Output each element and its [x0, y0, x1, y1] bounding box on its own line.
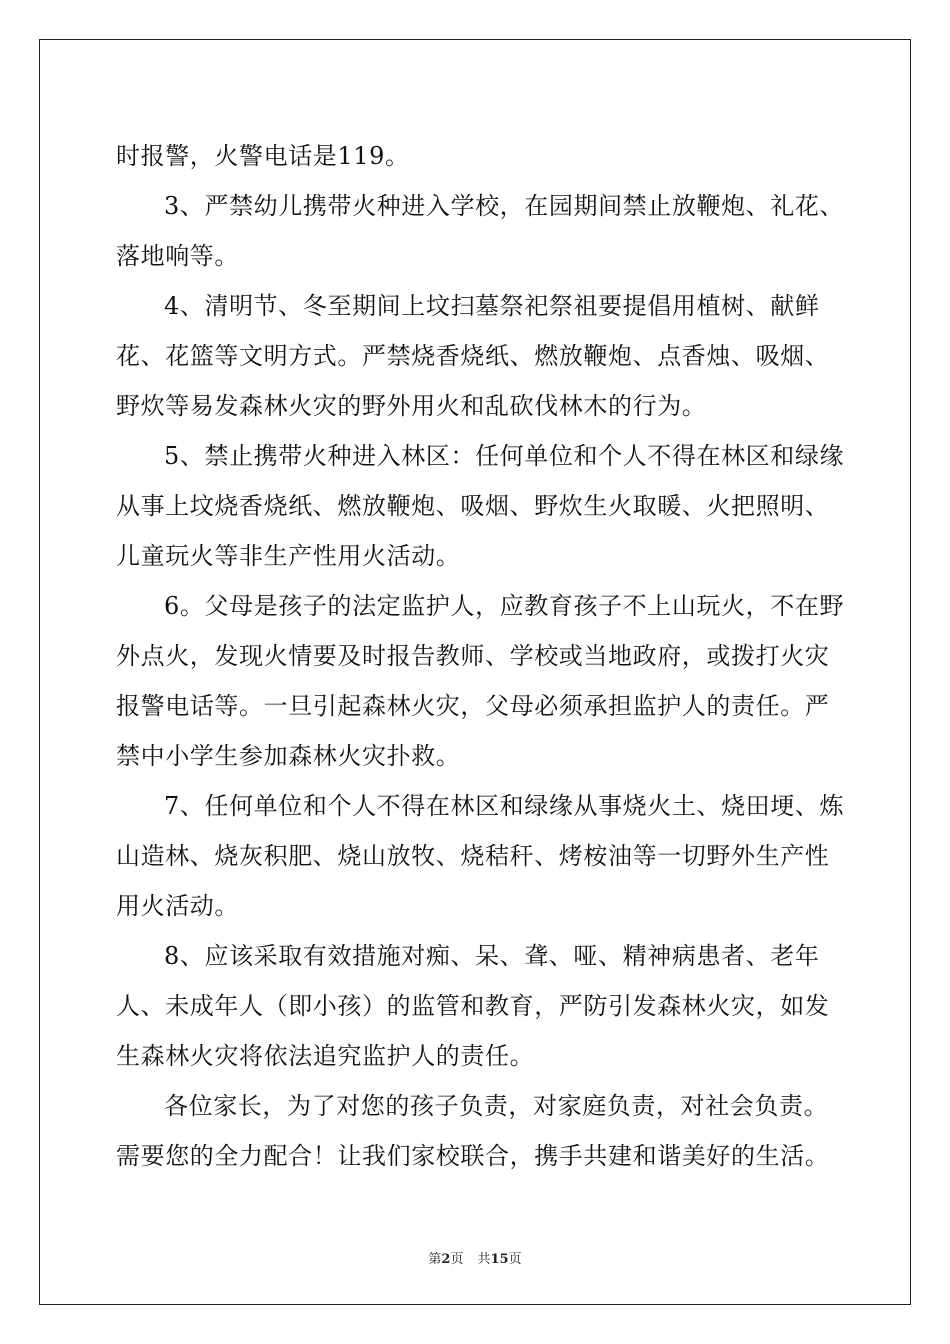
total-prefix: 共: [477, 1252, 491, 1267]
paragraph-continuation: 时报警，火警电话是119。: [116, 142, 410, 170]
paragraph-item-8: 8、应该采取有效措施对痴、呆、聋、哑、精神病患者、老年人、未成年人（即小孩）的监管和教育，严防引发森林火灾，如发生森林火灾将依法追究监护人的责任。: [116, 942, 830, 1070]
paragraph-item-4: 4、清明节、冬至期间上坟扫墓祭祀祭祖要提倡用植树、献鲜花、花篮等文明方式。严禁烧香烧纸、燃放鞭炮、点香烛、吸烟、野炊等易发森林火灾的野外用火和乱砍伐林木的行为。: [116, 292, 830, 420]
paragraph-item-5: 5、禁止携带火种进入林区：任何单位和个人不得在林区和绿缘从事上坟烧香烧纸、燃放鞭炮、吸烟、野炊生火取暖、火把照明、儿童玩火等非生产性用火活动。: [116, 442, 845, 570]
page-suffix: 页: [450, 1252, 464, 1267]
paragraph-item-7: 7、任何单位和个人不得在林区和绿缘从事烧火土、烧田埂、炼山造林、烧灰积肥、烧山放牧、烧秸秆、烤桉油等一切野外生产性用火活动。: [116, 792, 845, 920]
page-footer: [0, 1248, 950, 1267]
total-suffix: 页: [508, 1252, 522, 1267]
page-prefix: 第: [428, 1252, 442, 1267]
document-body: [116, 131, 851, 1181]
current-page-number: 2: [441, 1252, 451, 1267]
paragraph-closing: 各位家长，为了对您的孩子负责，对家庭负责，对社会负责。需要您的全力配合！让我们家校联合，携手共建和谐美好的生活。: [116, 1092, 830, 1170]
paragraph-item-6: 6。父母是孩子的法定监护人，应教育孩子不上山玩火，不在野外点火，发现火情要及时报告教师、学校或当地政府，或拨打火灾报警电话等。一旦引起森林火灾，父母必须承担监护人的责任。严禁中小学生参加森林火灾扑救。: [116, 592, 845, 770]
total-page-number: 15: [490, 1252, 509, 1267]
paragraph-item-3: 3、严禁幼儿携带火种进入学校，在园期间禁止放鞭炮、礼花、落地响等。: [116, 192, 845, 270]
